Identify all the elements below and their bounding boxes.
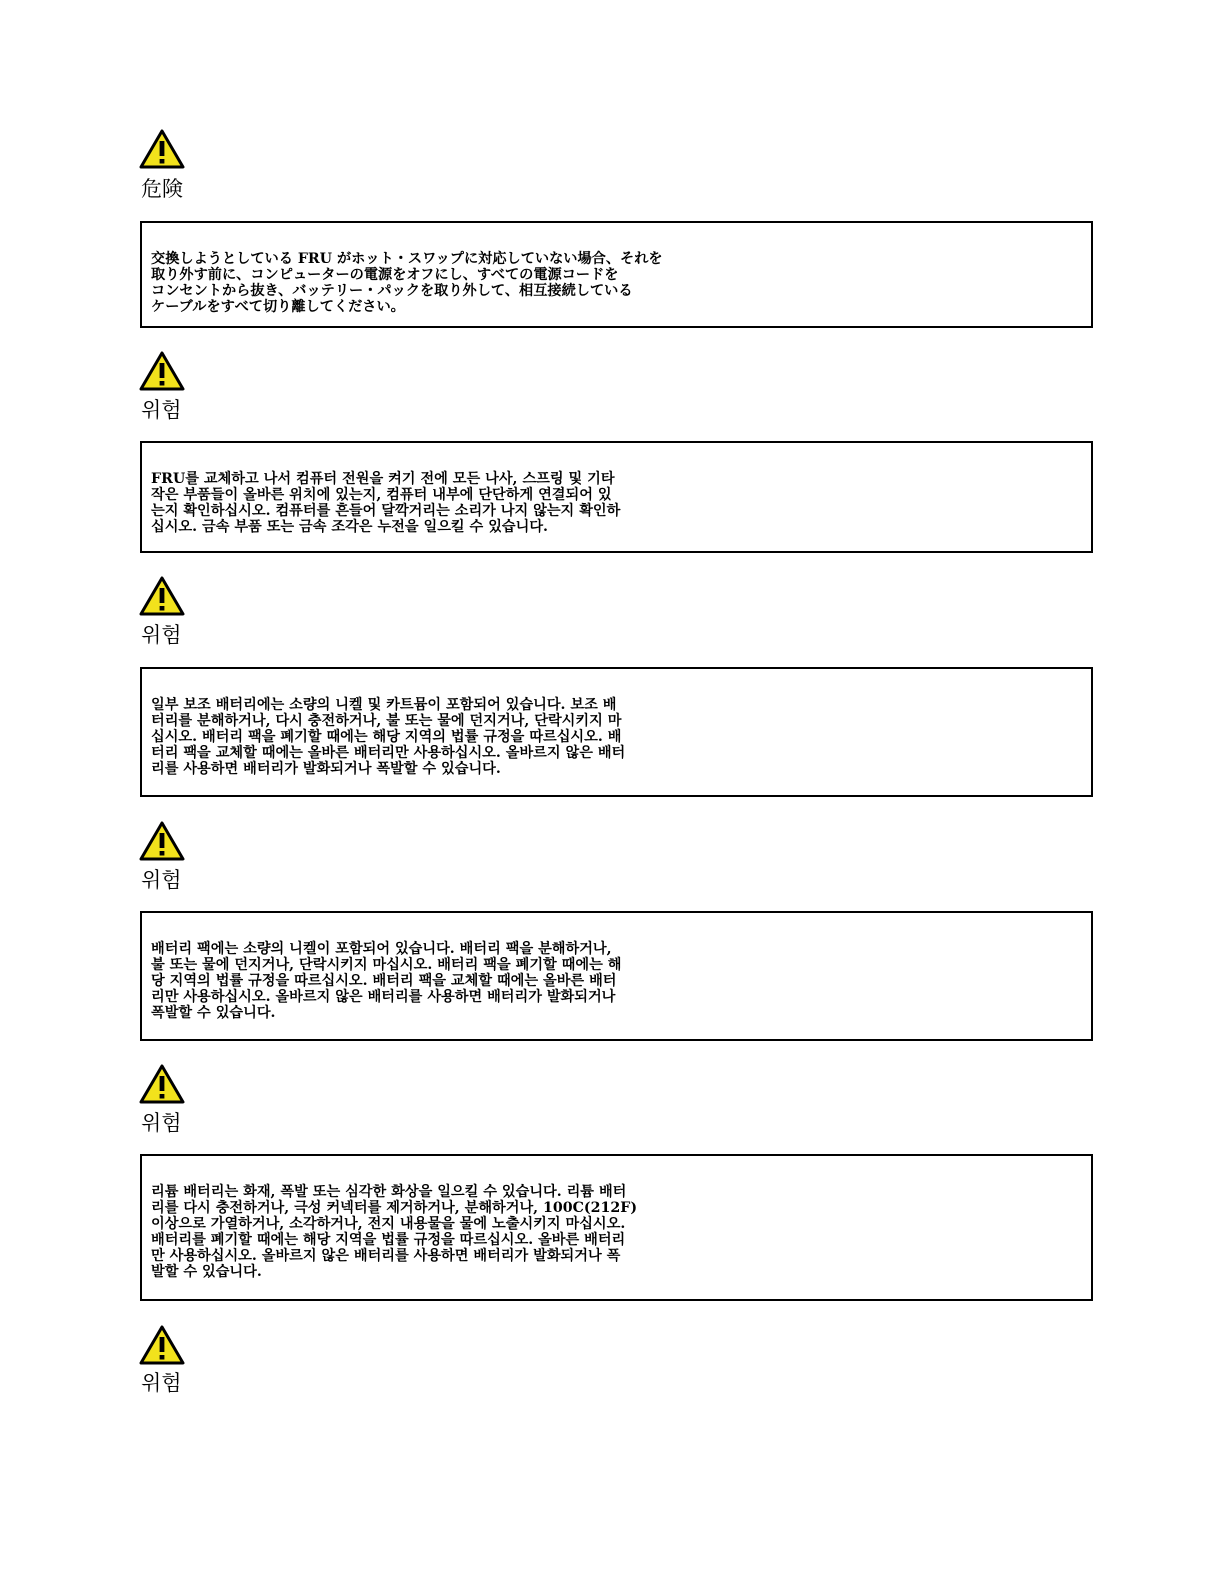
notice-heading: 위험	[141, 398, 182, 422]
notice-line: 불 또는 물에 던지거나, 단락시키지 마십시오. 배터리 팩을 폐기할 때에는 해	[151, 957, 622, 973]
warning-icon	[139, 128, 185, 170]
notice-text	[151, 697, 851, 777]
notice-line: 일부 보조 배터리에는 소량의 니켈 및 카트뮴이 포함되어 있습니다. 보조 배	[151, 697, 617, 713]
notice-heading: 위험	[141, 623, 182, 647]
notice-line: 배터리 팩에는 소량의 니켈이 포함되어 있습니다. 배터리 팩을 분해하거나,	[151, 941, 612, 957]
notice-line: 取り外す前に、コンピューターの電源をオフにし、すべての電源コードを	[151, 267, 619, 283]
warning-icon	[139, 350, 185, 392]
warning-icon	[139, 820, 185, 862]
notice-text	[151, 471, 851, 535]
notice-box	[140, 911, 1093, 1041]
notice-line: 交換しようとしている FRU がホット・スワップに対応していない場合、それを	[151, 251, 663, 267]
notice-line: コンセントから抜き、バッテリー・パックを取り外して、相互接続している	[151, 283, 633, 299]
notice-text	[151, 1184, 851, 1280]
notice-heading: 위험	[141, 1371, 182, 1395]
notice-line: 터리 팩을 교체할 때에는 올바른 배터리만 사용하십시오. 올바르지 않은 배터	[151, 745, 626, 761]
notice-line: 배터리를 폐기할 때에는 해당 지역을 법률 규정을 따르십시오. 올바른 배터리	[151, 1232, 626, 1248]
notice-line: 리를 사용하면 배터리가 발화되거나 폭발할 수 있습니다.	[151, 761, 501, 777]
notice-line: ケーブルをすべて切り離してください。	[151, 299, 405, 315]
notice-line: 이상으로 가열하거나, 소각하거나, 전지 내용물을 물에 노출시키지 마십시오.	[151, 1216, 626, 1232]
notice-text	[151, 251, 851, 315]
warning-icon	[139, 1324, 185, 1366]
notice-line: 십시오. 금속 부품 또는 금속 조각은 누전을 일으킬 수 있습니다.	[151, 519, 548, 535]
notice-line: 십시오. 배터리 팩을 폐기할 때에는 해당 지역의 법률 규정을 따르십시오. 배	[151, 729, 622, 745]
notice-box	[140, 667, 1093, 797]
notice-line: 당 지역의 법률 규정을 따르십시오. 배터리 팩을 교체할 때에는 올바른 배터	[151, 973, 617, 989]
notice-line: 리만 사용하십시오. 올바르지 않은 배터리를 사용하면 배터리가 발화되거나	[151, 989, 616, 1005]
notice-line: 는지 확인하십시오. 컴퓨터를 흔들어 달깍거리는 소리가 나지 않는지 확인하	[151, 503, 621, 519]
notice-heading: 危険	[141, 177, 183, 201]
notice-heading: 위험	[141, 868, 182, 892]
notice-line: 만 사용하십시오. 올바르지 않은 배터리를 사용하면 배터리가 발화되거나 폭	[151, 1248, 621, 1264]
warning-icon	[139, 1063, 185, 1105]
notice-line: 리튬 배터리는 화재, 폭발 또는 심각한 화상을 일으킬 수 있습니다. 리튬 배터	[151, 1184, 627, 1200]
notice-line: 발할 수 있습니다.	[151, 1264, 262, 1280]
notice-box	[140, 221, 1093, 328]
notice-heading: 위험	[141, 1111, 182, 1135]
notice-text	[151, 941, 851, 1021]
warning-icon	[139, 575, 185, 617]
notice-line: 터리를 분해하거나, 다시 충전하거나, 불 또는 물에 던지거나, 단락시키지 마	[151, 713, 622, 729]
notice-box	[140, 441, 1093, 553]
notice-line: FRU를 교체하고 나서 컴퓨터 전원을 켜기 전에 모든 나사, 스프링 및 기타	[151, 471, 615, 487]
notice-box	[140, 1154, 1093, 1301]
notice-line: 리를 다시 충전하거나, 극성 커넥터를 제거하거나, 분해하거나, 100C(212F)	[151, 1200, 638, 1216]
notice-line: 폭발할 수 있습니다.	[151, 1005, 276, 1021]
notice-line: 작은 부품들이 올바른 위치에 있는지, 컴퓨터 내부에 단단하게 연결되어 있	[151, 487, 612, 503]
